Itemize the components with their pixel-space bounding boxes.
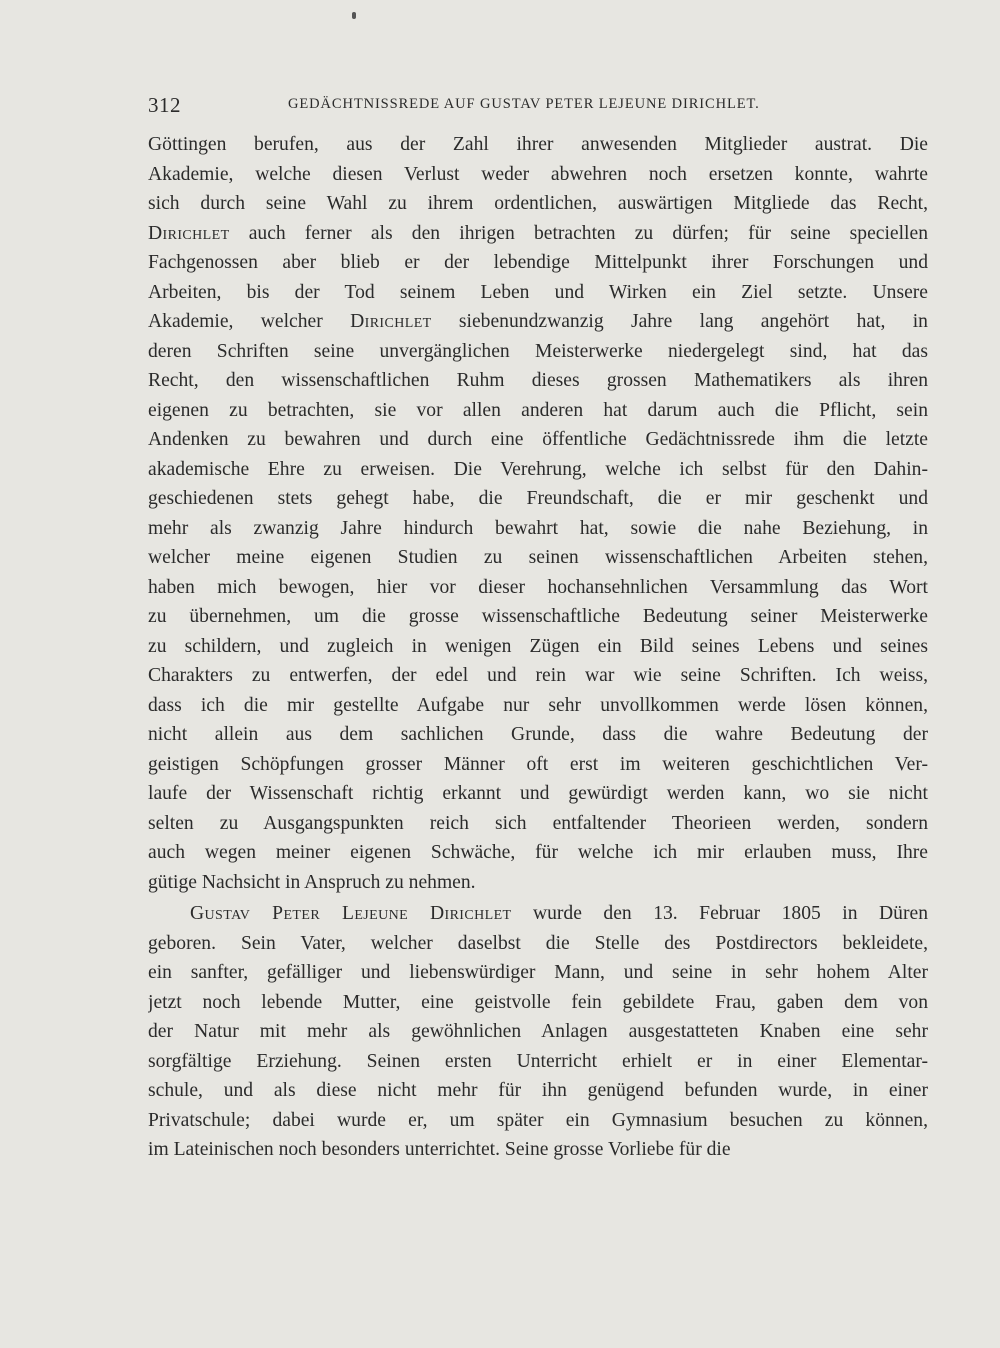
running-head: GEDÄCHTNISSREDE AUF GUSTAV PETER LEJEUNE DIRICHLET.	[288, 96, 760, 112]
text-line: Akademie, welcher Dirichlet siebenundzwanzig Jahre lang angehört hat, in	[148, 311, 928, 332]
text-line: laufe der Wissenschaft richtig erkannt und gewürdigt werden kann, wo sie nicht	[148, 783, 928, 804]
text-line: Charakters zu entwerfen, der edel und rein war wie seine Schriften. Ich weiss,	[148, 665, 928, 686]
text-line: zu schildern, und zugleich in wenigen Zügen ein Bild seines Lebens und seines	[148, 635, 928, 657]
text-line: eigenen zu betrachten, sie vor allen anderen hat darum auch die Pflicht, sein	[148, 399, 928, 421]
text-line: zu übernehmen, um die grosse wissenschaftliche Bedeutung seiner Meisterwerke	[148, 606, 928, 627]
text-line: Dirichlet auch ferner als den ihrigen betrachten zu dürfen; für seine speciellen	[148, 222, 928, 244]
text-line: schule, und als diese nicht mehr für ihn genügend befunden wurde, in einer	[148, 1080, 928, 1101]
text-line: Akademie, welche diesen Verlust weder abwehren noch ersetzen konnte, wahrte	[148, 163, 928, 185]
text-line: Privatschule; dabei wurde er, um später ein Gymnasium besuchen zu können,	[148, 1109, 928, 1131]
text-line: nicht allein aus dem sachlichen Grunde, dass die wahre Bedeutung der	[148, 724, 928, 745]
small-caps-name: Dirichlet	[350, 311, 432, 332]
text-line: geboren. Sein Vater, welcher daselbst die Stelle des Postdirectors bekleidete,	[148, 932, 928, 954]
text-line: Arbeiten, bis der Tod seinem Leben und Wirken ein Ziel setzte. Unsere	[148, 281, 928, 303]
text-line: mehr als zwanzig Jahre hindurch bewahrt hat, sowie die nahe Beziehung, in	[148, 517, 928, 539]
text-line: selten zu Ausgangspunkten reich sich entfaltender Theorieen werden, sondern	[148, 812, 928, 834]
text-line: ein sanfter, gefälliger und liebenswürdiger Mann, und seine in sehr hohem Alter	[148, 962, 928, 983]
text-line: Recht, den wissenschaftlichen Ruhm dieses grossen Mathematikers als ihren	[148, 370, 928, 391]
page-header	[148, 93, 928, 117]
text-line: welcher meine eigenen Studien zu seinen wissenschaftlichen Arbeiten stehen,	[148, 547, 928, 568]
text-line: im Lateinischen noch besonders unterrichtet. Seine grosse Vorliebe für die	[148, 1139, 731, 1160]
text-line: jetzt noch lebende Mutter, eine geistvolle fein gebildete Frau, gaben dem von	[148, 991, 928, 1013]
text-line: Andenken zu bewahren und durch eine öffentliche Gedächtnissrede ihm die letzte	[148, 429, 928, 450]
text-line: haben mich bewogen, hier vor dieser hochansehnlichen Versammlung das Wort	[148, 576, 928, 598]
text-line: akademische Ehre zu erweisen. Die Verehrung, welche ich selbst für den Dahin-	[148, 458, 928, 480]
page-number: 312	[148, 93, 181, 117]
text-line: sorgfältige Erziehung. Seinen ersten Unterricht erhielt er in einer Elementar-	[148, 1050, 928, 1072]
text-line: sich durch seine Wahl zu ihrem ordentlichen, auswärtigen Mitgliede das Recht,	[148, 193, 928, 214]
text-line: dass ich die mir gestellte Aufgabe nur sehr unvollkommen werde lösen können,	[148, 694, 928, 716]
text-line: Göttingen berufen, aus der Zahl ihrer anwesenden Mitglieder austrat. Die	[148, 134, 928, 155]
text-line: der Natur mit mehr als gewöhnlichen Anlagen ausgestatteten Knaben eine sehr	[148, 1021, 928, 1042]
text-line: auch wegen meiner eigenen Schwäche, für welche ich mir erlauben muss, Ihre	[148, 842, 928, 863]
text-line: gütige Nachsicht in Anspruch zu nehmen.	[148, 871, 476, 893]
text-line: Gustav Peter Lejeune Dirichlet wurde den 13. Februar 1805 in Düren	[190, 903, 928, 924]
text-line: geschiedenen stets gehegt habe, die Freundschaft, die er mir geschenkt und	[148, 488, 928, 509]
ink-speck	[352, 12, 356, 19]
small-caps-name: Dirichlet	[148, 222, 230, 244]
text-line: geistigen Schöpfungen grosser Männer oft erst im weiteren geschichtlichen Ver-	[148, 753, 928, 775]
small-caps-name: Gustav Peter Lejeune Dirichlet	[190, 903, 512, 924]
paragraph-2	[148, 899, 928, 1165]
text-line: deren Schriften seine unvergänglichen Meisterwerke niedergelegt sind, hat das	[148, 340, 928, 362]
text-line: Fachgenossen aber blieb er der lebendige Mittelpunkt ihrer Forschungen und	[148, 252, 928, 273]
paragraph-1	[148, 130, 928, 897]
